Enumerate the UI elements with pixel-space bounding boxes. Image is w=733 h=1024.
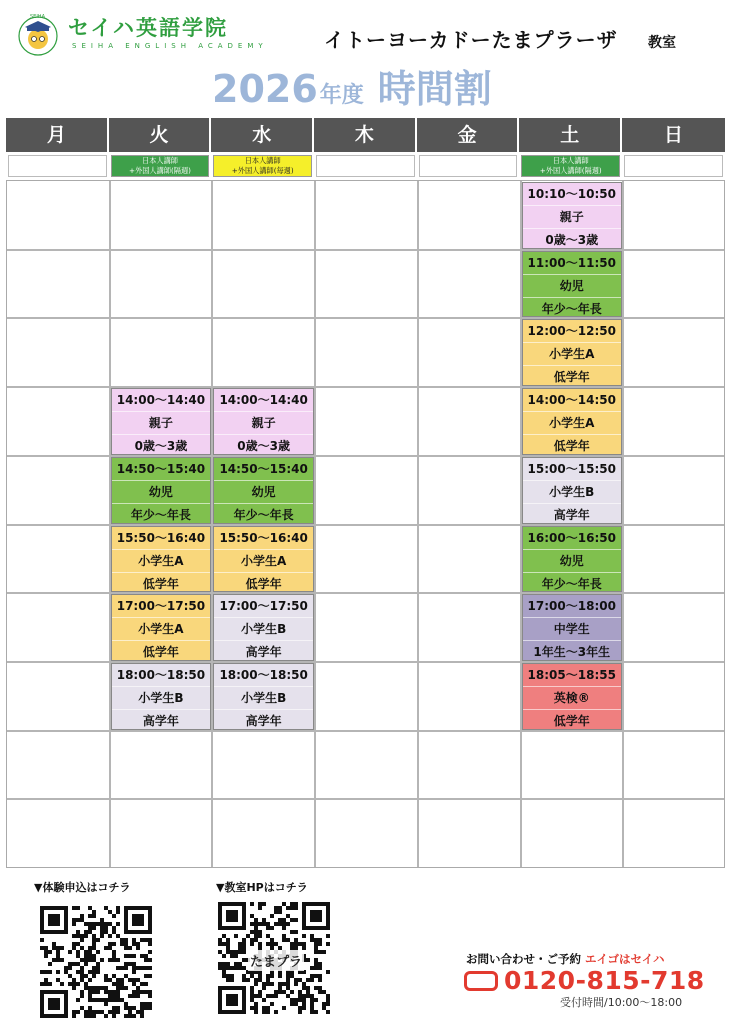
title-nendo: 年度 <box>319 83 364 108</box>
class-target: 年少～年長 <box>541 576 602 591</box>
freedial-icon <box>464 971 498 991</box>
class-slot[interactable] <box>522 594 623 661</box>
timetable-body <box>6 180 725 868</box>
instructor-badge <box>213 155 312 177</box>
class-target: 高学年 <box>245 645 282 660</box>
day-header: 土 <box>519 118 622 152</box>
brand-name: セイハ英語学院 <box>68 16 228 40</box>
class-name: 小学生B <box>214 618 313 641</box>
badge-line1: 日本人講師 <box>142 156 178 165</box>
contact-slogan: エイゴはセイハ <box>585 952 665 966</box>
phone-block <box>464 966 705 995</box>
badge-line2: +外国人講師(隔週) <box>129 166 191 175</box>
class-time: 14:50～15:40 <box>214 458 313 481</box>
class-target: 年少～年長 <box>541 301 602 316</box>
class-slot[interactable] <box>213 388 314 455</box>
class-name: 小学生A <box>214 550 313 573</box>
day-header: 金 <box>417 118 520 152</box>
class-name: 幼児 <box>523 550 622 573</box>
badge-cell <box>314 152 417 180</box>
class-time: 18:05～18:55 <box>523 664 622 687</box>
class-time: 14:00～14:50 <box>523 389 622 412</box>
badge-line1: 日本人講師 <box>244 156 281 165</box>
day-header-row <box>6 118 725 152</box>
class-name: 親子 <box>112 412 211 435</box>
grid-row-divider <box>7 798 724 800</box>
instructor-badge-row <box>6 152 725 180</box>
class-name: 幼児 <box>112 481 211 504</box>
timetable <box>6 118 725 868</box>
badge-cell <box>519 152 622 180</box>
class-time: 14:00～14:40 <box>112 389 211 412</box>
seiha-logo <box>14 12 66 56</box>
class-target: 低学年 <box>142 645 179 660</box>
badge-cell <box>622 152 725 180</box>
badge-empty <box>8 155 107 177</box>
school-suffix: 教室 <box>648 35 676 51</box>
school-name: イトーヨーカドーたまプラーザ <box>324 28 618 52</box>
class-time: 14:00～14:40 <box>214 389 313 412</box>
class-slot[interactable] <box>111 388 212 455</box>
class-time: 15:00～15:50 <box>523 458 622 481</box>
class-name: 中学生 <box>523 618 622 641</box>
class-time: 15:50～16:40 <box>214 527 313 550</box>
contact-text: お問い合わせ・ご予約 <box>466 952 581 966</box>
class-time: 10:10～10:50 <box>523 183 622 206</box>
class-name: 幼児 <box>523 275 622 298</box>
class-slot[interactable] <box>213 526 314 593</box>
class-time: 17:00～17:50 <box>112 595 211 618</box>
class-slot[interactable] <box>522 457 623 524</box>
badge-cell <box>211 152 314 180</box>
title-year: 2026 <box>212 67 318 111</box>
class-time: 18:00～18:50 <box>112 664 211 687</box>
badge-empty <box>419 155 518 177</box>
badge-empty <box>624 155 723 177</box>
badge-cell <box>109 152 212 180</box>
phone-number[interactable]: 0120-815-718 <box>504 966 705 995</box>
class-target: 低学年 <box>553 370 590 385</box>
badge-line1: 日本人講師 <box>552 156 589 165</box>
class-time: 12:00～12:50 <box>523 320 622 343</box>
day-header: 月 <box>6 118 109 152</box>
class-slot[interactable] <box>522 526 623 593</box>
class-target: 0歳～3歳 <box>545 233 599 247</box>
instructor-badge <box>111 155 210 177</box>
class-time: 14:50～15:40 <box>112 458 211 481</box>
qr-overlay-text: たまプラ <box>248 950 304 971</box>
class-slot[interactable] <box>522 388 623 455</box>
badge-empty <box>316 155 415 177</box>
class-slot[interactable] <box>111 526 212 593</box>
class-name: 幼児 <box>214 481 313 504</box>
class-name: 小学生B <box>523 481 622 504</box>
day-header: 日 <box>663 124 683 146</box>
class-target: 0歳～3歳 <box>134 439 188 454</box>
badge-line2: +外国人講師(隔週) <box>539 166 602 175</box>
badge-cell <box>6 152 109 180</box>
class-target: 年少～年長 <box>130 507 191 522</box>
day-header: 水 <box>211 118 314 152</box>
class-slot[interactable] <box>522 319 623 386</box>
class-target: 低学年 <box>245 576 282 591</box>
class-slot[interactable] <box>522 182 623 249</box>
class-slot[interactable] <box>111 594 212 661</box>
class-name: 小学生B <box>214 687 313 710</box>
class-name: 親子 <box>214 412 313 435</box>
day-header: 火 <box>109 118 212 152</box>
class-name: 英検® <box>523 687 622 710</box>
class-slot[interactable] <box>522 663 623 730</box>
class-name: 小学生B <box>112 687 211 710</box>
class-slot[interactable] <box>213 594 314 661</box>
homepage-qr-label: ▼教室HPはコチラ <box>216 881 308 894</box>
class-name: 親子 <box>523 206 622 229</box>
title-main: 時間割 <box>377 67 492 111</box>
contact-label <box>466 951 664 967</box>
trial-qr-label: ▼体験申込はコチラ <box>34 881 131 894</box>
class-name: 小学生A <box>523 343 622 366</box>
class-time: 16:00～16:50 <box>523 527 622 550</box>
page-title <box>212 58 492 113</box>
class-slot[interactable] <box>213 663 314 730</box>
class-time: 17:00～17:50 <box>214 595 313 618</box>
class-name: 小学生A <box>112 618 211 641</box>
class-slot[interactable] <box>111 457 212 524</box>
badge-cell <box>417 152 520 180</box>
class-target: 1年生～3年生 <box>533 645 611 660</box>
svg-text:SEIHA: SEIHA <box>30 14 45 20</box>
class-name: 小学生A <box>112 550 211 573</box>
class-slot[interactable] <box>111 663 212 730</box>
instructor-badge <box>521 155 620 177</box>
trial-qr-code[interactable] <box>40 906 152 1018</box>
class-target: 高学年 <box>245 713 282 728</box>
class-target: 低学年 <box>553 713 590 728</box>
business-hours: 受付時間/10:00～18:00 <box>560 996 683 1009</box>
brand-subtitle: SEIHA ENGLISH ACADEMY <box>72 42 268 50</box>
class-name: 小学生A <box>523 412 622 435</box>
class-target: 低学年 <box>142 576 179 591</box>
class-target: 低学年 <box>553 439 590 454</box>
class-slot[interactable] <box>522 251 623 318</box>
badge-line2: +外国人講師(毎週) <box>231 166 294 175</box>
class-target: 年少～年長 <box>233 507 294 522</box>
class-time: 17:00～18:00 <box>523 595 622 618</box>
class-slot[interactable] <box>213 457 314 524</box>
day-header: 木 <box>314 118 417 152</box>
class-time: 18:00～18:50 <box>214 664 313 687</box>
class-target: 0歳～3歳 <box>237 439 290 454</box>
class-time: 11:00～11:50 <box>523 252 622 275</box>
class-target: 高学年 <box>142 713 179 728</box>
class-target: 高学年 <box>553 507 590 522</box>
class-time: 15:50～16:40 <box>112 527 211 550</box>
